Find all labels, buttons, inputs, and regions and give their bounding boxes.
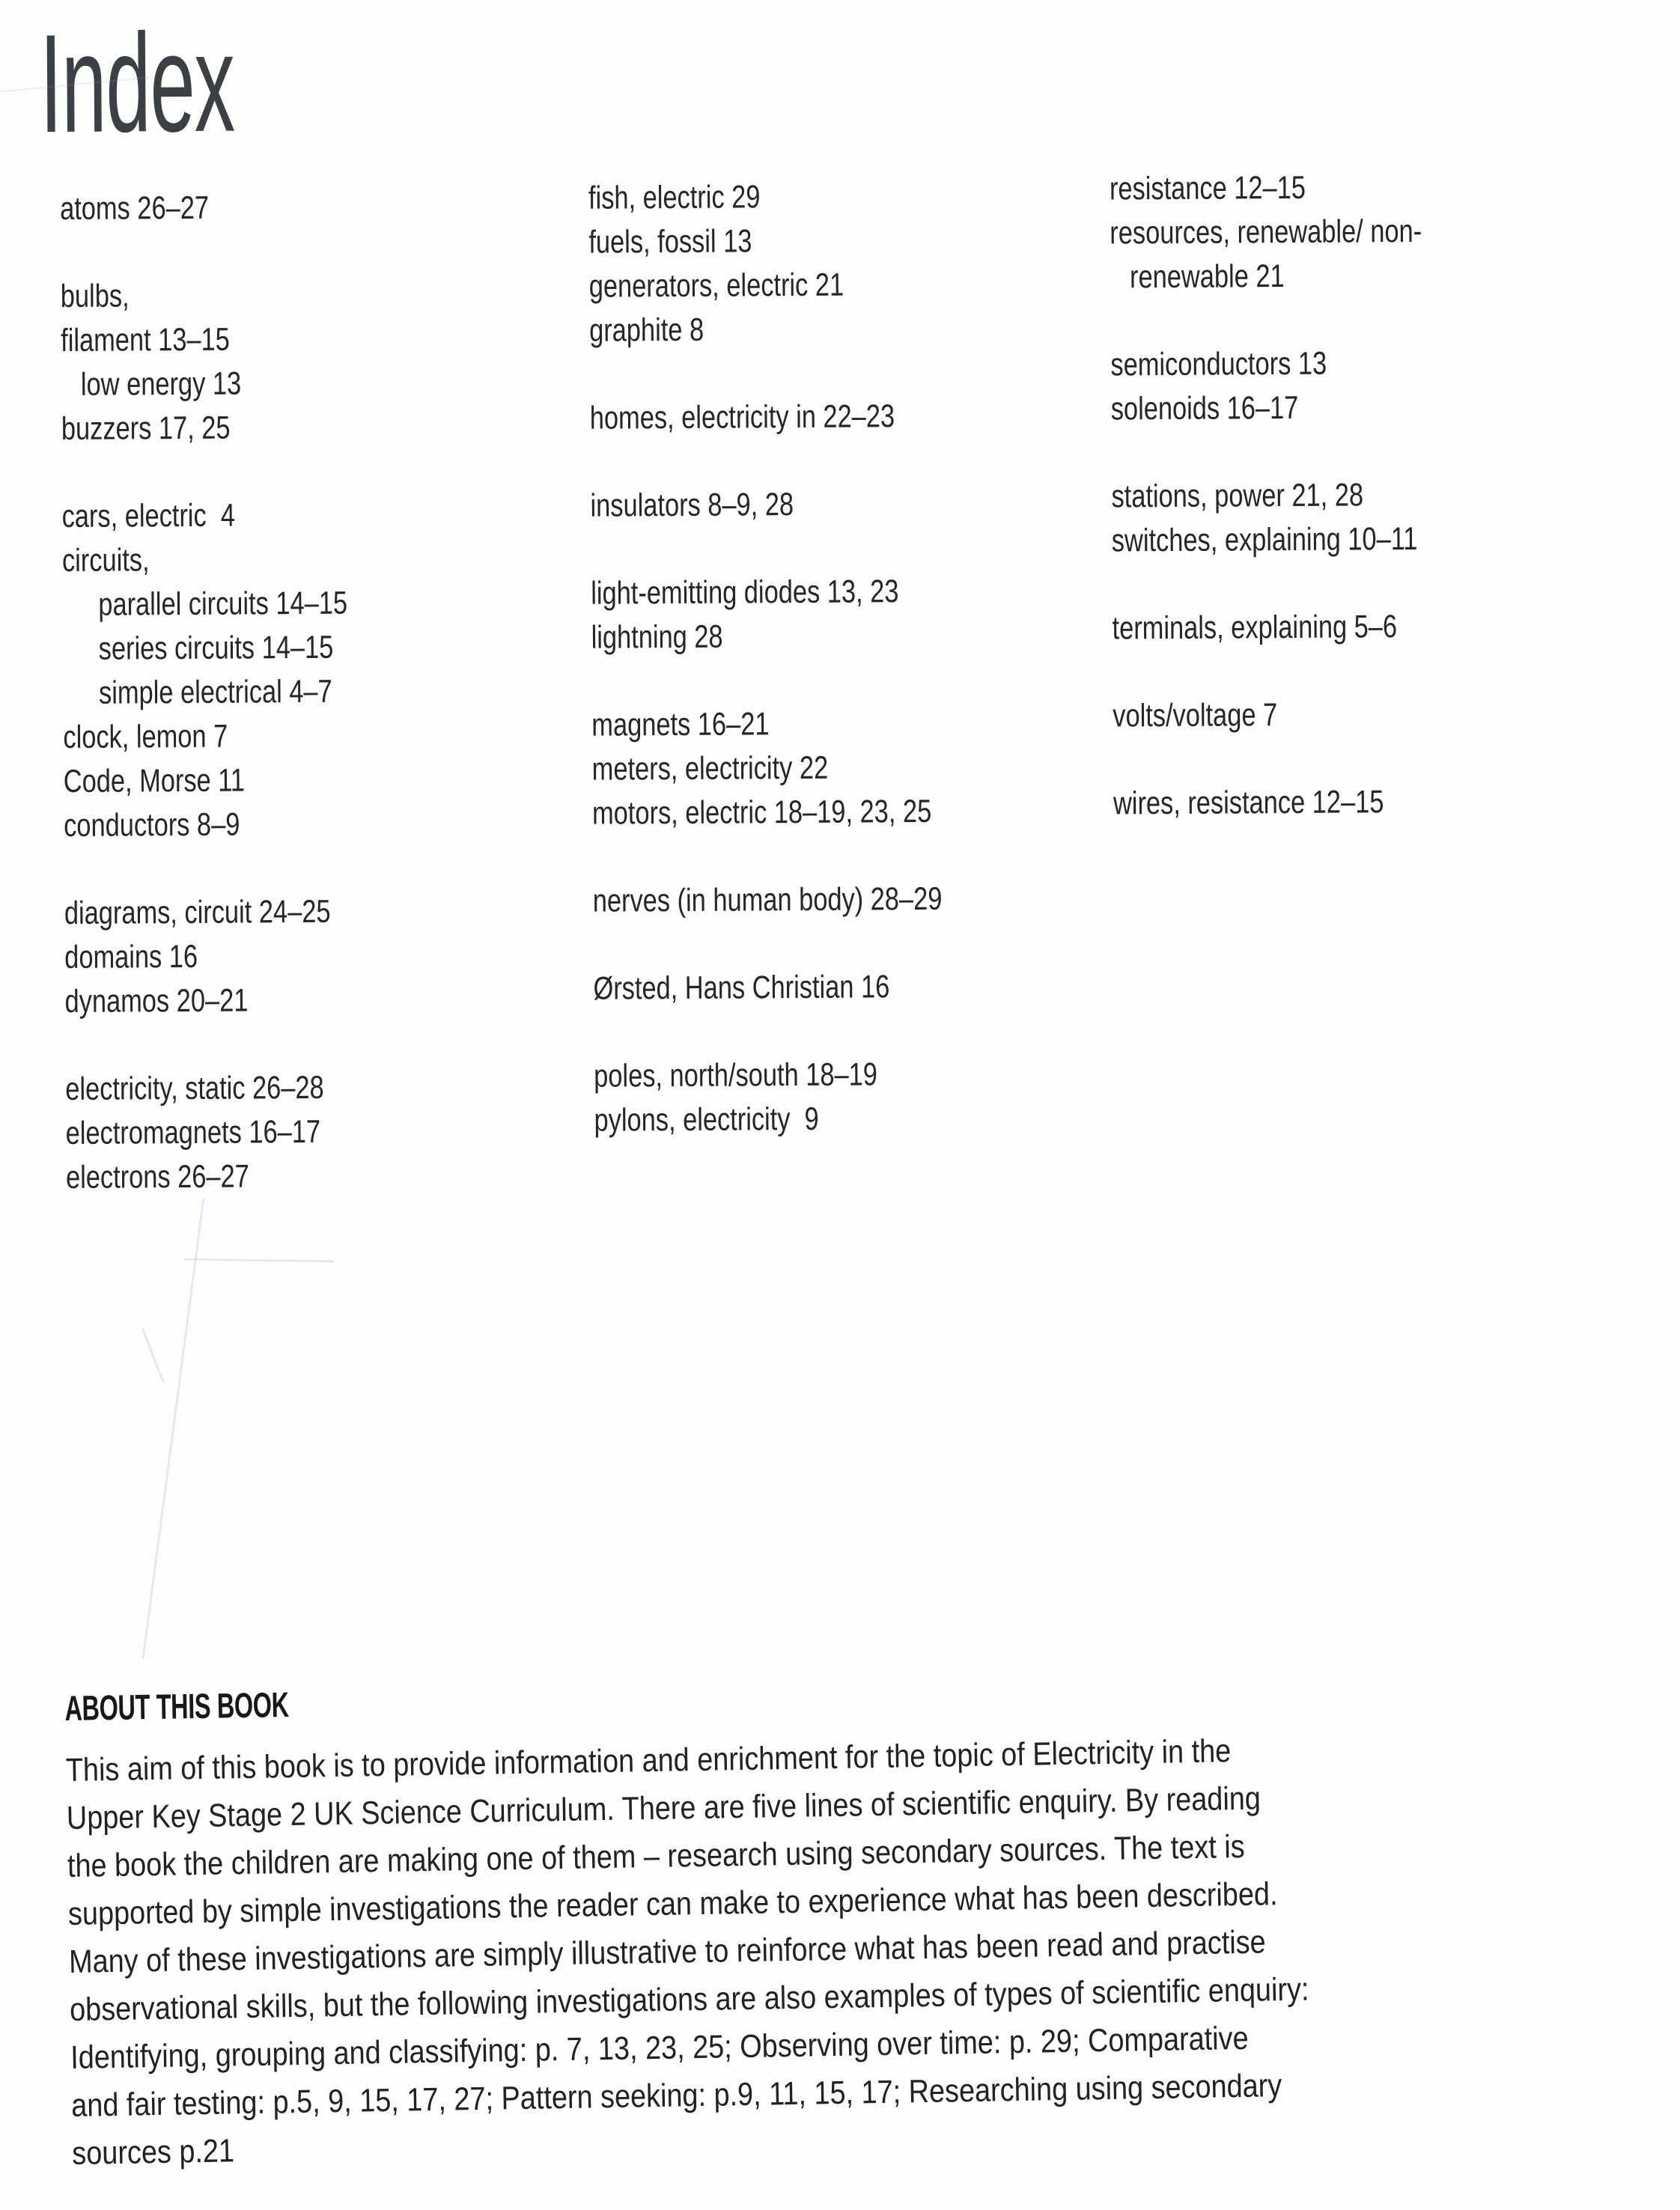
index-entry: terminals, explaining 5–6	[1112, 609, 1398, 647]
index-entry: light-emitting diodes 13, 23	[591, 573, 899, 612]
page-title: Index	[39, 4, 235, 162]
index-entry: fish, electric 29	[588, 179, 761, 216]
index-entry: parallel circuits 14–15	[98, 585, 348, 623]
index-entry: dynamos 20–21	[64, 982, 249, 1020]
index-entry: electrons 26–27	[65, 1158, 249, 1196]
index-entry: homes, electricity in 22–23	[589, 398, 895, 436]
index-entry: clock, lemon 7	[63, 718, 228, 755]
index-entry: electricity, static 26–28	[65, 1069, 324, 1107]
index-entry: generators, electric 21	[588, 267, 844, 305]
index-column-2	[588, 173, 1110, 1142]
index-entry: Ørsted, Hans Christian 16	[593, 969, 890, 1007]
index-entry: lightning 28	[591, 618, 723, 656]
index-column-3	[1110, 164, 1628, 826]
scan-scratch-line	[184, 1258, 334, 1262]
index-entry: motors, electric 18–19, 23, 25	[591, 793, 932, 832]
index-entry: atoms 26–27	[59, 189, 210, 227]
scan-scratch-line	[142, 1198, 204, 1658]
index-entry: low energy 13	[80, 365, 242, 403]
index-entry: magnets 16–21	[591, 706, 770, 743]
index-entry: Code, Morse 11	[63, 762, 246, 800]
index-entry: conductors 8–9	[64, 806, 240, 844]
index-entry: stations, power 21, 28	[1111, 477, 1364, 515]
index-entry: solenoids 16–17	[1110, 389, 1299, 427]
index-entry: renewable 21	[1129, 258, 1285, 296]
index-entry: wires, resistance 12–15	[1113, 784, 1384, 822]
index-entry: graphite 8	[588, 311, 704, 349]
index-entry: domains 16	[64, 938, 198, 975]
index-entry: resistance 12–15	[1109, 169, 1306, 207]
index-entry: volts/voltage 7	[1113, 697, 1278, 734]
index-entry: insulators 8–9, 28	[590, 487, 794, 524]
index-entry: diagrams, circuit 24–25	[64, 893, 331, 931]
index-entry: buzzers 17, 25	[61, 410, 231, 447]
index-entry: electromagnets 16–17	[65, 1113, 321, 1151]
index-entry: pylons, electricity 9	[594, 1101, 819, 1139]
index-entry: nerves (in human body) 28–29	[592, 880, 943, 919]
index-entry: cars, electric 4	[61, 497, 236, 535]
index-entry: resources, renewable/ non-	[1110, 213, 1422, 252]
index-entry: bulbs,	[60, 278, 130, 314]
index-entry: filament 13–15	[61, 321, 231, 359]
index-entry: meters, electricity 22	[591, 749, 829, 788]
index-column-1	[60, 184, 581, 1200]
about-section	[64, 1659, 1680, 2178]
about-heading: ABOUT THIS BOOK	[64, 1684, 290, 1728]
index-entry: semiconductors 13	[1110, 345, 1327, 383]
index-entry: fuels, fossil 13	[588, 223, 752, 261]
about-paragraph: This aim of this book is to provide information and enrichment for the topic of Electricity in the Upper Key Stage 2 UK Science Curriculum. There are five lines of scientific enquiry. By reading the book the children are making one of them – research using secondary sources. The text is supported by simple investigations the reader can make to experience what has been described. Many of these investigations are simply illustrative to reinforce what has been read and practise observational skills, but the following investigations are also examples of types of scientific enquiry: Identifying, grouping and classifying: p. 7, 13, 23, 25; Observing over time: p. 29; Comparative and fair testing: p.5, 9, 15, 17, 27; Pattern seeking: p.9, 11, 15, 17; Researching using secondary sources p.21	[65, 1733, 1309, 2172]
index-entry: switches, explaining 10–11	[1111, 520, 1418, 559]
index-entry: simple electrical 4–7	[98, 673, 332, 711]
index-entry: series circuits 14–15	[98, 629, 334, 667]
index-entry: circuits,	[61, 542, 150, 579]
scan-scratch-line	[141, 1328, 164, 1383]
index-entry: poles, north/south 18–19	[594, 1056, 878, 1095]
